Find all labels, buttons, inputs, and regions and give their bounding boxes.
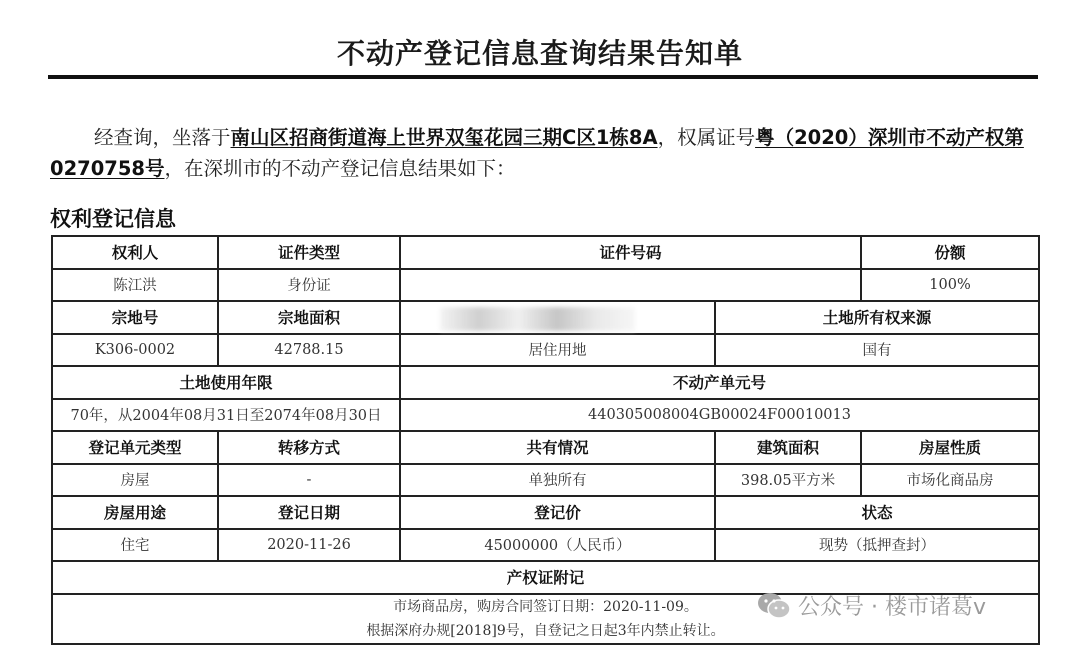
header-co-ownership: 共有情况	[400, 431, 715, 464]
intro-text-2: ，权属证号	[657, 126, 756, 149]
header-attached-notes: 产权证附记	[52, 561, 1039, 594]
value-land-use-term: 70年，从2004年08月31日至2074年08月30日	[52, 399, 400, 432]
wechat-icon	[756, 591, 792, 621]
value-holder: 陈江洪	[52, 269, 218, 302]
header-house-use: 房屋用途	[52, 496, 218, 529]
value-status: 现势（抵押查封）	[715, 529, 1039, 562]
table-row	[52, 399, 1039, 432]
value-building-area: 398.05平方米	[715, 464, 861, 497]
attached-note-line-1: 市场商品房，购房合同签订日期：2020-11-09。	[393, 598, 698, 615]
header-unit-type: 登记单元类型	[52, 431, 218, 464]
value-house-use: 住宅	[52, 529, 218, 562]
table-row	[52, 561, 1039, 594]
attached-note-line-2: 根据深府办规[2018]9号，自登记之日起3年内禁止转让。	[366, 622, 725, 639]
intro-paragraph	[50, 122, 1040, 184]
property-location: 南山区招商街道海上世界双玺花园三期C区1栋8A	[230, 126, 658, 149]
header-parcel-area: 宗地面积	[218, 301, 400, 334]
value-share: 100%	[861, 269, 1039, 302]
value-unit-type: 房屋	[52, 464, 218, 497]
section-title: 权利登记信息	[50, 207, 176, 231]
value-parcel-number: K306-0002	[52, 334, 218, 367]
value-unit-number: 440305008004GB00024F00010013	[400, 399, 1039, 432]
rights-registration-table	[51, 235, 1040, 645]
table-row	[52, 236, 1039, 269]
table-row	[52, 529, 1039, 562]
value-registration-date: 2020-11-26	[218, 529, 400, 562]
header-land-use-term: 土地使用年限	[52, 366, 400, 399]
watermark	[756, 590, 986, 621]
header-id-type: 证件类型	[218, 236, 400, 269]
watermark-text: 公众号 · 楼市诸葛v	[798, 595, 986, 620]
intro-text-3: ，在深圳市的不动产登记信息结果如下：	[164, 157, 516, 180]
value-id-type: 身份证	[218, 269, 400, 302]
table-row	[52, 366, 1039, 399]
header-transfer-method: 转移方式	[218, 431, 400, 464]
table-row	[52, 464, 1039, 497]
table-row	[52, 496, 1039, 529]
table-row	[52, 269, 1039, 302]
value-co-ownership: 单独所有	[400, 464, 715, 497]
header-parcel-number: 宗地号	[52, 301, 218, 334]
intro-text-1: 经查询，坐落于	[94, 126, 231, 149]
certificate-number: 粤（2020）深圳市不动产权第0270758号	[50, 126, 1024, 180]
header-registration-price: 登记价	[400, 496, 715, 529]
header-building-area: 建筑面积	[715, 431, 861, 464]
table-row	[52, 334, 1039, 367]
value-registration-price: 45000000（人民币）	[400, 529, 715, 562]
redaction-blur	[440, 307, 635, 331]
header-holder: 权利人	[52, 236, 218, 269]
value-parcel-area: 42788.15	[218, 334, 400, 367]
header-share: 份额	[861, 236, 1039, 269]
value-land-ownership-source: 国有	[715, 334, 1039, 367]
value-id-number	[400, 269, 861, 302]
table-row	[52, 431, 1039, 464]
header-id-number: 证件号码	[400, 236, 861, 269]
value-land-use: 居住用地	[400, 334, 715, 367]
header-registration-date: 登记日期	[218, 496, 400, 529]
page-title: 不动产登记信息查询结果告知单	[336, 37, 743, 70]
value-transfer-method: -	[218, 464, 400, 497]
header-status: 状态	[715, 496, 1039, 529]
title-divider	[48, 75, 1038, 79]
header-unit-number: 不动产单元号	[400, 366, 1039, 399]
header-land-ownership-source: 土地所有权来源	[715, 301, 1039, 334]
value-house-nature: 市场化商品房	[861, 464, 1039, 497]
header-house-nature: 房屋性质	[861, 431, 1039, 464]
